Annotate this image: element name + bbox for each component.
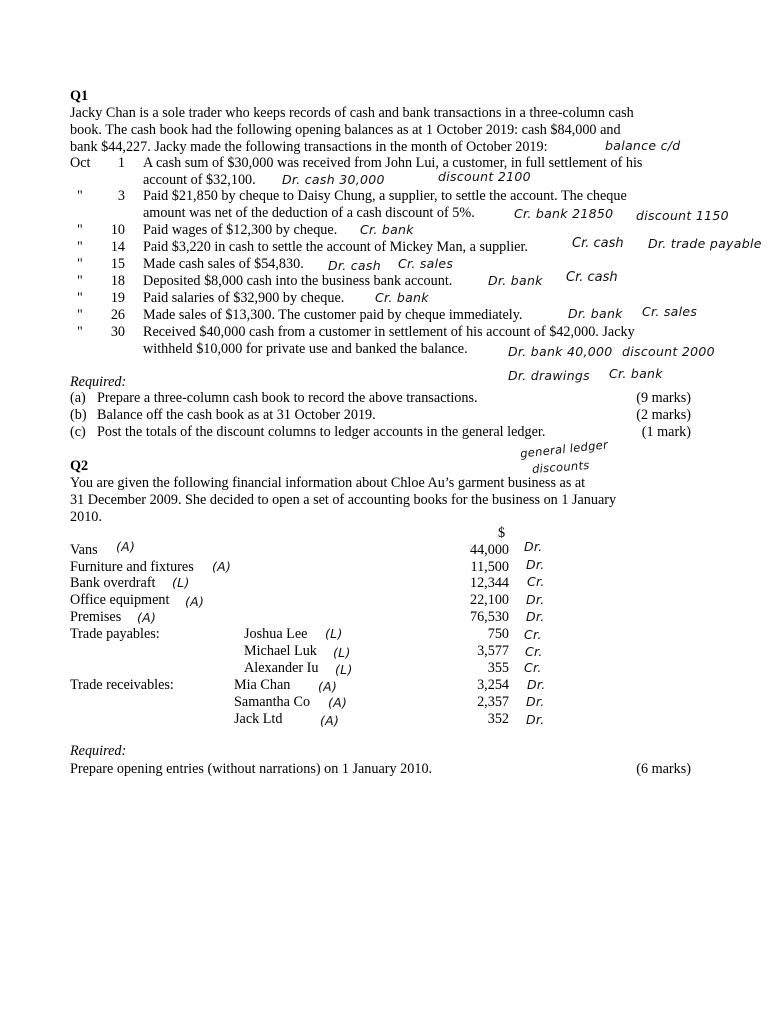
requirement-marks: (9 marks): [636, 390, 691, 406]
item-amount: 11,500: [470, 559, 509, 575]
q1-required-label: Required:: [70, 374, 127, 390]
transaction-day: 1: [117, 155, 125, 171]
transaction-day: 19: [110, 290, 125, 306]
q2-intro-line-2: 31 December 2009. She decided to open a set of accounting books for the business on 1 January: [70, 492, 617, 508]
note-dr-trade-payable: Dr. trade payable: [648, 236, 762, 251]
transaction-text: Paid $21,850 by cheque to Daisy Chung, a supplier, to settle the account. The cheque: [143, 188, 627, 204]
q2-requirement-text: Prepare opening entries (without narrations) on 1 January 2010.: [70, 761, 433, 777]
q1-intro-line-1: Jacky Chan is a sole trader who keeps records of cash and bank transactions in a three-column cash: [70, 105, 634, 121]
note-cr-bank: Cr. bank: [375, 290, 429, 305]
note-dr-drawings: Dr. drawings: [508, 368, 590, 383]
note-class: (A): [212, 559, 232, 574]
item-label: Trade receivables:: [70, 677, 174, 693]
requirement-marks: (2 marks): [636, 407, 691, 423]
note-dr-cash: Dr. cash: [328, 258, 381, 273]
q2-heading: Q2: [70, 458, 89, 474]
note-side: Cr.: [525, 644, 543, 659]
note-side: Dr.: [526, 557, 545, 572]
item-sub-label: Jack Ltd: [234, 711, 283, 727]
ditto-mark: ": [77, 256, 83, 272]
transaction-day: 15: [110, 256, 125, 272]
requirement-label: (c): [70, 424, 86, 440]
transaction-text: Paid wages of $12,300 by cheque.: [143, 222, 338, 238]
ditto-mark: ": [77, 273, 83, 289]
note-cr-sales: Cr. sales: [398, 256, 454, 271]
currency-header: $: [498, 525, 506, 541]
item-label: Vans: [70, 542, 98, 558]
note-cr-bank: Cr. bank: [609, 366, 663, 381]
note-discounts: discounts: [531, 458, 591, 476]
note-class: (A): [185, 594, 205, 609]
note-side: Dr.: [526, 592, 545, 607]
item-amount: 2,357: [477, 694, 509, 710]
transaction-text: account of $32,100.: [143, 172, 256, 188]
item-label: Premises: [70, 609, 122, 625]
note-cr-cash: Cr. cash: [566, 270, 618, 285]
q1-heading: Q1: [70, 88, 89, 104]
transaction-day: 14: [110, 239, 125, 255]
requirement-text: Balance off the cash book as at 31 October 2019.: [97, 407, 376, 423]
q2-requirement-marks: (6 marks): [636, 761, 691, 777]
requirement-marks: (1 mark): [641, 424, 691, 440]
transaction-day: 10: [110, 222, 125, 238]
note-class: (A): [320, 713, 340, 728]
transaction-text: A cash sum of $30,000 was received from John Lui, a customer, in full settlement of his: [143, 155, 643, 171]
note-cr-sales: Cr. sales: [642, 304, 698, 319]
note-side: Cr.: [524, 660, 542, 675]
item-amount: 22,100: [469, 592, 509, 608]
transaction-text: Made cash sales of $54,830.: [143, 256, 304, 272]
item-sub-label: Joshua Lee: [244, 626, 308, 642]
note-side: Dr.: [526, 712, 545, 727]
ditto-mark: ": [77, 324, 83, 340]
ditto-mark: ": [77, 222, 83, 238]
ditto-mark: ": [77, 307, 83, 323]
transaction-day: 30: [110, 324, 125, 340]
note-discount: discount 1150: [636, 208, 729, 223]
requirement-text: Prepare a three-column cash book to record the above transactions.: [97, 390, 478, 406]
transaction-text: Paid $3,220 in cash to settle the account of Mickey Man, a supplier.: [143, 239, 528, 255]
note-cr-cash: Cr. cash: [572, 236, 624, 251]
transaction-day: 18: [110, 273, 125, 289]
note-side: Dr.: [527, 677, 546, 692]
note-class: (A): [318, 679, 338, 694]
note-cr-bank: Cr. bank 21850: [514, 206, 614, 221]
q1-intro-line-3: bank $44,227. Jacky made the following transactions in the month of October 2019:: [70, 139, 548, 155]
item-amount: 750: [487, 626, 509, 642]
q2-intro-line-1: You are given the following financial information about Chloe Au’s garment business as at: [70, 475, 586, 491]
note-balance-cd: balance c/d: [605, 138, 681, 153]
item-label: Bank overdraft: [70, 575, 156, 591]
item-label: Office equipment: [70, 592, 170, 608]
month-label: Oct: [70, 155, 91, 171]
transaction-text: Deposited $8,000 cash into the business bank account.: [143, 273, 453, 289]
item-amount: 3,254: [477, 677, 509, 693]
note-discount: discount 2100: [438, 169, 531, 184]
note-class: (L): [172, 575, 190, 590]
item-sub-label: Michael Luk: [244, 643, 317, 659]
note-discount: discount 2000: [622, 344, 715, 359]
note-side: Dr.: [526, 609, 545, 624]
item-amount: 3,577: [477, 643, 509, 659]
note-class: (A): [116, 539, 136, 554]
note-dr-bank: Dr. bank 40,000: [508, 344, 613, 359]
note-side: Cr.: [524, 627, 542, 642]
transaction-text: amount was net of the deduction of a cash discount of 5%.: [143, 205, 475, 221]
q1-intro-line-2: book. The cash book had the following opening balances as at 1 October 2019: cash $84,000 and: [70, 122, 621, 138]
item-amount: 12,344: [469, 575, 509, 591]
item-amount: 352: [487, 711, 509, 727]
note-general-ledger: general ledger: [519, 437, 609, 461]
requirement-label: (b): [70, 407, 87, 423]
note-class: (A): [137, 610, 157, 625]
ditto-mark: ": [77, 239, 83, 255]
item-sub-label: Mia Chan: [234, 677, 291, 693]
note-dr-cash: Dr. cash 30,000: [282, 172, 385, 187]
item-sub-label: Samantha Co: [234, 694, 311, 710]
transaction-text: Paid salaries of $32,900 by cheque.: [143, 290, 345, 306]
q2-intro-line-3: 2010.: [70, 509, 102, 525]
note-dr-bank: Dr. bank: [568, 306, 623, 321]
requirement-label: (a): [70, 390, 86, 406]
ditto-mark: ": [77, 188, 83, 204]
note-class: (L): [335, 662, 353, 677]
item-amount: 76,530: [469, 609, 509, 625]
q2-required-label: Required:: [70, 743, 127, 759]
transaction-text: withheld $10,000 for private use and banked the balance.: [143, 341, 468, 357]
item-sub-label: Alexander Iu: [244, 660, 319, 676]
item-label: Furniture and fixtures: [70, 559, 194, 575]
note-side: Dr.: [524, 539, 543, 554]
requirement-text: Post the totals of the discount columns to ledger accounts in the general ledger.: [97, 424, 546, 440]
note-class: (L): [333, 645, 351, 660]
ditto-mark: ": [77, 290, 83, 306]
note-dr-bank: Dr. bank: [488, 273, 543, 288]
item-label: Trade payables:: [70, 626, 160, 642]
transaction-text: Made sales of $13,300. The customer paid by cheque immediately.: [143, 307, 523, 323]
item-amount: 355: [487, 660, 509, 676]
transaction-day: 3: [117, 188, 125, 204]
transaction-text: Received $40,000 cash from a customer in settlement of his account of $42,000. Jacky: [143, 324, 635, 340]
note-class: (L): [325, 626, 343, 641]
note-class: (A): [328, 695, 348, 710]
note-side: Cr.: [527, 574, 545, 589]
note-cr-bank: Cr. bank: [360, 222, 414, 237]
note-side: Dr.: [526, 694, 545, 709]
item-amount: 44,000: [469, 542, 509, 558]
transaction-day: 26: [110, 307, 125, 323]
